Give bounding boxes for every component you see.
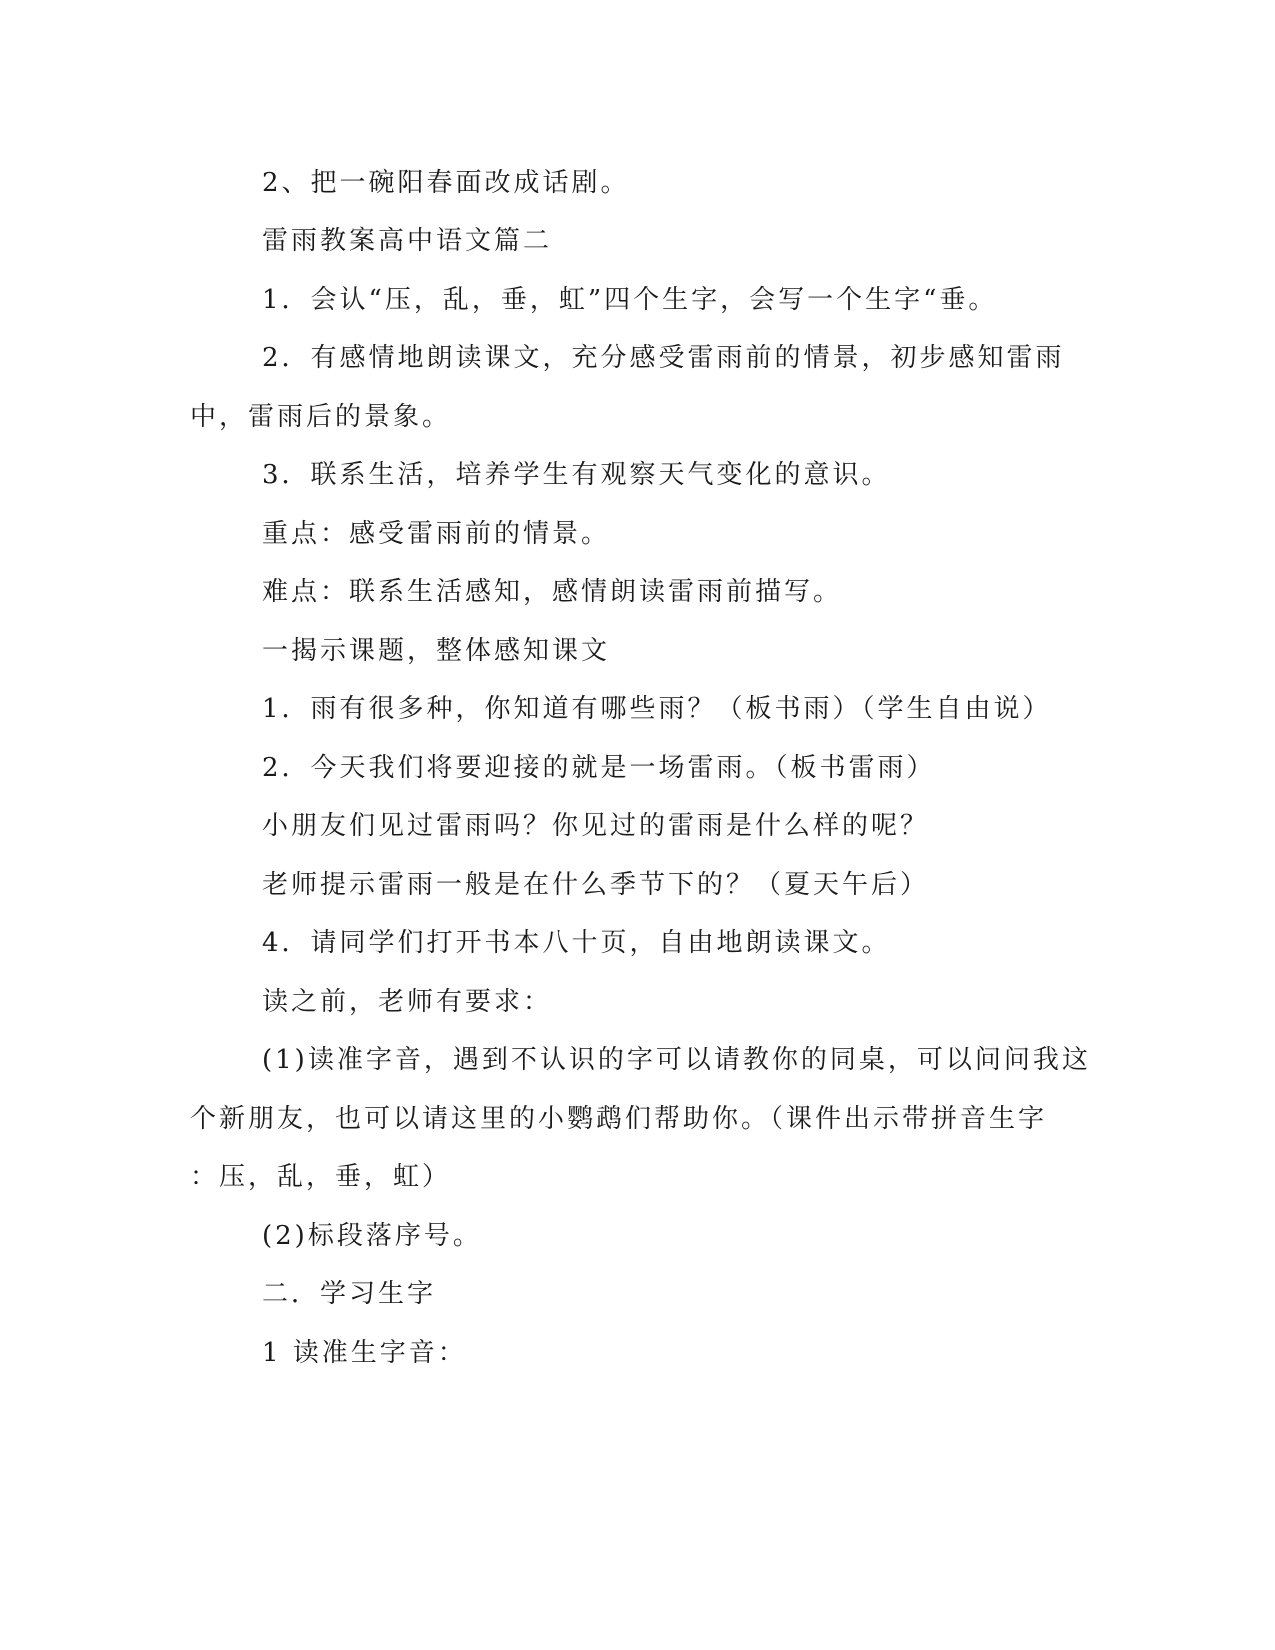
text-line: 重点：感受雷雨前的情景。 [262,519,611,549]
text-line: 3．联系生活，培养学生有观察天气变化的意识。 [262,460,891,490]
text-line: 难点：联系生活感知，感情朗读雷雨前描写。 [262,577,843,607]
text-line: 个新朋友，也可以请这里的小鹦鹉们帮助你。（课件出示带拼音生字 [190,1104,1048,1134]
text-line: (1)读准字音，遇到不认识的字可以请教你的同桌，可以问问我这 [262,1045,1091,1075]
text-line: 1．雨有很多种，你知道有哪些雨？（板书雨）（学生自由说） [262,694,1052,724]
text-line: 读之前，老师有要求： [262,987,553,1017]
text-line: 一揭示课题，整体感知课文 [262,636,611,666]
text-line: 小朋友们见过雷雨吗？你见过的雷雨是什么样的呢？ [262,811,930,841]
text-line: (2)标段落序号。 [262,1221,482,1251]
text-line: ：压，乱，垂，虹） [190,1162,452,1192]
text-line: 2．今天我们将要迎接的就是一场雷雨。（板书雷雨） [262,753,936,783]
text-line: 1．会认“压，乱，垂，虹”四个生字，会写一个生字“垂。 [262,285,998,315]
text-line: 老师提示雷雨一般是在什么季节下的？（夏天午后） [262,870,930,900]
section-heading: 二．学习生字 [262,1279,437,1309]
text-line: 4．请同学们打开书本八十页，自由地朗读课文。 [262,928,891,958]
text-line: 中，雷雨后的景象。 [190,402,452,432]
text-line: 2、把一碗阳春面改成话剧。 [262,168,630,198]
section-heading: 雷雨教案高中语文篇二 [262,226,553,256]
text-line: 1 读准生字音： [262,1338,467,1368]
text-line: 2．有感情地朗读课文，充分感受雷雨前的情景，初步感知雷雨 [262,343,1065,373]
